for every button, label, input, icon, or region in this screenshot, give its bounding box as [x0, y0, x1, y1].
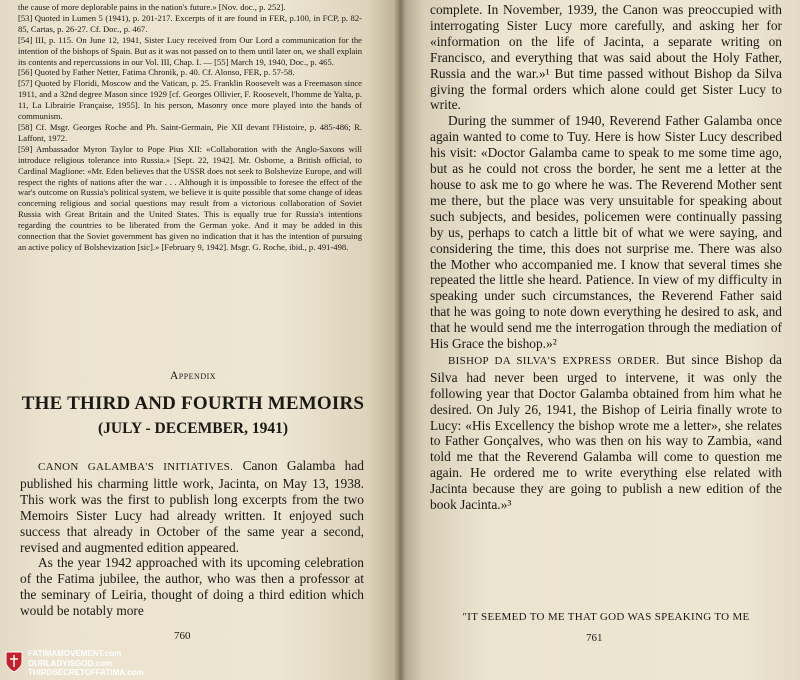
- chapter-subtitle: (JULY - DECEMBER, 1941): [97, 420, 289, 437]
- right-body-text: [430, 2, 782, 513]
- paragraph-text: But since Bishop da Silva had never been urged to intervene, it was only the following year that Doctor Galamba obtained from him what he desired. On July 26, 1941, the Bishop of Leiria finally wrote to Lucy: «His Excellency the bishop wrote me a letter», she relates to Father Gonçalves, who was then on his way to Zambia, «and told me that the Reverend Galamba will come to question me again. He ordered me to write everything else related with Jacinta because they are going to publish a new edition of the book Jacinta.»³: [430, 351, 782, 513]
- watermark-line: FATIMAMOVEMENT.com: [28, 649, 122, 658]
- section-head: BISHOP DA SILVA'S EXPRESS ORDER.: [448, 354, 660, 367]
- page-number: 760: [174, 630, 191, 642]
- left-body-text: [20, 458, 364, 619]
- footnote: [59] Ambassador Myron Taylor to Pope Pius XII: «Collaboration with the Anglo-Saxons will introduce religious tolerance into Russia.» [Sept. 22, 1942]. Mr. Osborne, a British official, to Cardinal Maglione: «Mr. Eden believes that the USSR does not seek to Bolshevize Europe, and will respect the rights of nations after the war . . . Although it is impossible to foresee the effect of the war's outcome on Russia's political system, we believe it is quite possible that some change of ideas concerning religious and social questions may result from a victorious collaboration of Soviet Russia with Great Britain and the United States. This is equally true for Russia's intentions regarding the countries to be liberated from the German yoke. And it may be added in this connection that the Soviet government has given no indication that it has the intention of pursuing an active policy of Bolshevization [sic].» [February 9, 1942]. Msgr. G. Roche, ibid., p. 491-498.: [18, 143, 362, 252]
- chapter-title: THE THIRD AND FOURTH MEMOIRS: [21, 393, 365, 414]
- right-page: [400, 0, 800, 680]
- paragraph: [20, 458, 364, 555]
- watermark: [4, 648, 204, 678]
- section-head: CANON GALAMBA'S INITIATIVES.: [38, 461, 234, 473]
- footnote: [57] Quoted by Floridi, Moscow and the Vatican, p. 25. Franklin Roosevelt was a Freemason since 1911, and a 32nd degree Mason since 1929 [cf. Georges Ollivier, F. Roosevelt, l'homme de Yalta, p. 11, La Librairie Française, 1955]. In his person, Masonry once more played into the hands of communism.: [18, 78, 362, 122]
- next-section-head: "IT SEEMED TO ME THAT GOD WAS SPEAKING TO ME: [462, 611, 750, 623]
- paragraph: During the summer of 1940, Reverend Father Galamba once again wanted to come to Tuy. Here is how Sister Lucy described his visit: «Doctor Galamba came to speak to me some time ago, but as he could not cross the border, he sent me a letter at the house to ask me to go where he was. The Reverend Mother sent me there, but the place was very unsuitable for speaking about such subjects, and besides, policemen were continually passing by us, perhaps to catch a little bit of what we were saying, and considering the time, this does not surprise me. There was also the Mother who accompanied me. I know that several times she repeated the little she heard. Patience. In view of my difficulty in speaking under such circumstances, the Reverend Father said that he was going to note down everything he desired to ask, and that he would send me the interrogation through the mediation of His Grace the bishop.»²: [430, 113, 782, 352]
- paragraph: As the year 1942 approached with its upcoming celebration of the Fatima jubilee, the author, who was then a professor at the seminary of Leiria, thought of doing a third edition which would be notably more: [20, 555, 364, 619]
- paragraph: [430, 352, 782, 513]
- paragraph-text: Canon Galamba had published his charming little work, Jacinta, on May 13, 1938. This work was the first to publish long excerpts from the two Memoirs Sister Lucy had already written. It enjoyed such success that already in October of the same year a second, revised and augmented edition appeared.: [20, 458, 365, 555]
- watermark-line: THIRDSECRETOFFATIMA.com: [28, 668, 144, 677]
- footnote: [53] Quoted in Lumen 5 (1941), p. 201-217. Excerpts of it are found in FER, p.100, in FCP, p. 82-85, Cartas, p. 26-27. Cf. Doc., p. 467.: [18, 12, 362, 34]
- footnote: [54] III, p. 115. On June 12, 1941, Sister Lucy received from Our Lord a communication for the intention of the bishops of Spain. But as it was not passed on to them until later on, we shall explain its contents and repercussions in our Vol. III, Chap. I. — [55] March 19, 1940, Doc., p. 465.: [18, 34, 362, 67]
- footnotes: [18, 2, 362, 253]
- page-number: 761: [586, 632, 603, 644]
- watermark-text: [28, 649, 144, 678]
- footnote: [58] Cf. Msgr. Georges Roche and Ph. Saint-Germain, Pie XII devant l'Histoire, p. 485-486; R. Laffont, 1972.: [18, 121, 362, 143]
- appendix-label: Appendix: [169, 370, 217, 382]
- book-gutter: [394, 0, 406, 680]
- crest-icon: [4, 650, 24, 674]
- footnote: [56] Quoted by Father Netter, Fatima Chronik, p. 40. Cf. Alonso, FER, p. 57-58.: [18, 67, 295, 78]
- watermark-line: OURLADYISGOD.com: [28, 658, 113, 668]
- paragraph: complete. In November, 1939, the Canon was preoccupied with interrogating Sister Lucy more carefully, and asking her for «information on the life of Jacinta, a separate writing on Francisco, and everything that was said about the Holy Father, Russia and the war.»¹ But time passed without Bishop da Silva giving the formal orders which alone could get Sister Lucy to write.: [430, 2, 782, 113]
- footnote: the cause of more deplorable pains in the nation's future.» [Nov. doc., p. 252].: [18, 2, 286, 12]
